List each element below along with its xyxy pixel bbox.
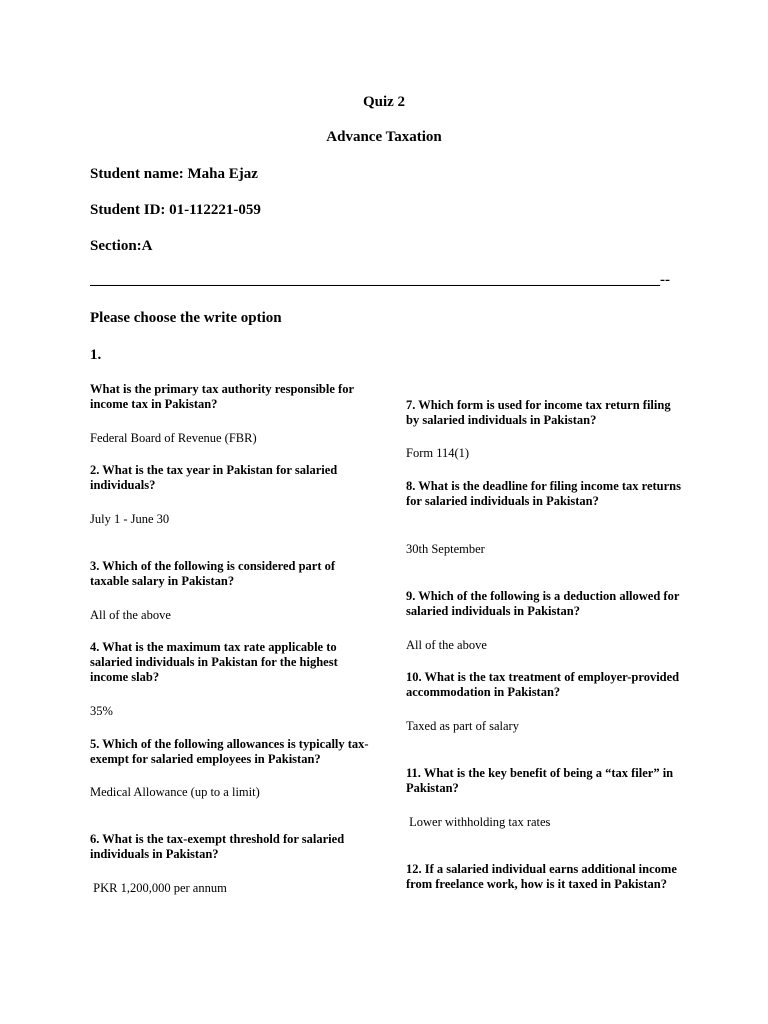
answer-9: All of the above xyxy=(406,638,487,652)
answer-2: July 1 - June 30 xyxy=(90,512,170,526)
instruction: Please choose the write option xyxy=(90,310,282,326)
question-7: 7. Which form is used for income tax return filing by salaried individuals in Pakistan? xyxy=(406,398,671,427)
question-3: 3. Which of the following is considered part of taxable salary in Pakistan? xyxy=(90,559,336,588)
question-11: 11. What is the key benefit of being a “tax filer” in Pakistan? xyxy=(406,766,674,795)
student-name: Student name: Maha Ejaz xyxy=(90,166,258,182)
answer-6: PKR 1,200,000 per annum xyxy=(90,881,227,895)
answer-4: 35% xyxy=(90,704,113,718)
question-8: 8. What is the deadline for filing income tax returns for salaried individuals in Pakistan? xyxy=(406,479,681,508)
answer-5: Medical Allowance (up to a limit) xyxy=(90,785,260,799)
answer-1: Federal Board of Revenue (FBR) xyxy=(90,431,257,445)
answer-3: All of the above xyxy=(90,608,171,622)
answer-8: 30th September xyxy=(406,542,485,556)
question-2: 2. What is the tax year in Pakistan for salaried individuals? xyxy=(90,463,338,492)
answer-7: Form 114(1) xyxy=(406,446,470,460)
student-id: Student ID: 01-112221-059 xyxy=(90,202,261,218)
answer-10: Taxed as part of salary xyxy=(406,719,519,733)
course-title: Advance Taxation xyxy=(326,129,442,145)
question-12: 12. If a salaried individual earns additional income from freelance work, how is it taxed in Pakistan? xyxy=(406,862,677,891)
question-4: 4. What is the maximum tax rate applicable to salaried individuals in Pakistan for the highest income slab? xyxy=(90,640,338,684)
question-9: 9. Which of the following is a deduction allowed for salaried individuals in Pakistan? xyxy=(406,589,680,618)
question-10: 10. What is the tax treatment of employer-provided accommodation in Pakistan? xyxy=(406,670,680,699)
question-group-number: 1. xyxy=(90,347,102,363)
section: Section:A xyxy=(90,238,153,254)
question-6: 6. What is the tax-exempt threshold for salaried individuals in Pakistan? xyxy=(90,832,345,861)
divider-line: ____________________________________________________________________________-- xyxy=(90,272,670,288)
question-5: 5. Which of the following allowances is typically tax-exempt for salaried employees in Pakistan? xyxy=(90,737,369,766)
answer-11: Lower withholding tax rates xyxy=(406,815,551,829)
quiz-title: Quiz 2 xyxy=(362,94,406,110)
question-1: What is the primary tax authority responsible for income tax in Pakistan? xyxy=(90,382,354,411)
